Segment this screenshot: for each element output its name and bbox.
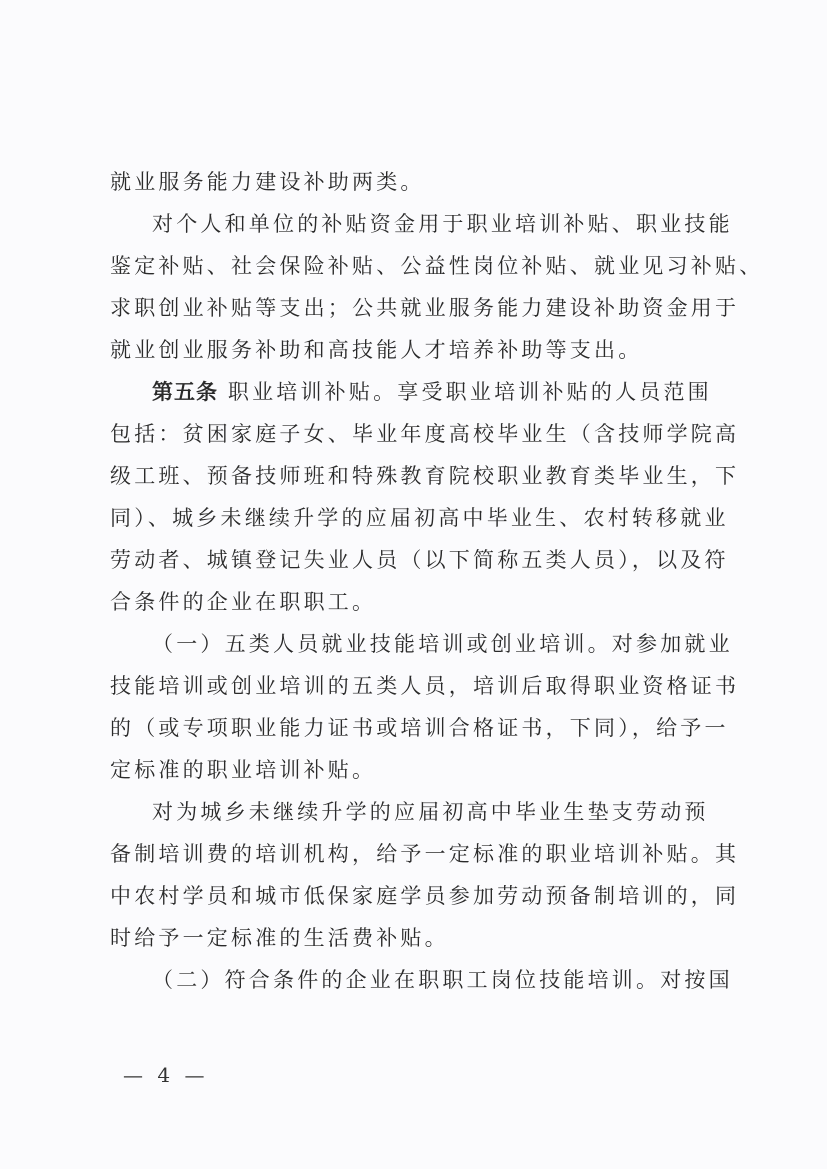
text-span: 职业培训补贴。享受职业培训补贴的人员范围 [218,380,712,404]
text-line: 定标准的职业培训补贴。 [110,758,377,782]
text-line: 级工班、预备技师班和特殊教育院校职业教育类毕业生，下 [110,464,740,488]
text-line: 包括：贫困家庭子女、毕业年度高校毕业生（含技师学院高 [110,422,740,446]
text-line: （二）符合条件的企业在职职工岗位技能培训。对按国 [152,968,733,992]
document-body [110,163,764,1000]
text-line: 就业服务能力建设补助两类。 [110,170,425,194]
text-line: 技能培训或创业培训的五类人员，培训后取得职业资格证书 [110,674,740,698]
article-heading-line [110,373,710,412]
article-number: 第五条 [152,380,218,404]
text-line: 对个人和单位的补贴资金用于职业培训补贴、职业技能 [152,212,733,236]
text-line: 就业创业服务补助和高技能人才培养补助等支出。 [110,338,643,362]
text-line: 劳动者、城镇登记失业人员（以下简称五类人员），以及符 [110,548,729,572]
text-line: 备制培训费的培训机构，给予一定标准的职业培训补贴。其 [110,842,740,866]
text-line: 合条件的企业在职职工。 [110,590,377,614]
text-line: 中农村学员和城市低保家庭学员参加劳动预备制培训的，同 [110,884,740,908]
text-line: 求职创业补贴等支出；公共就业服务能力建设补助资金用于 [110,296,740,320]
text-line: 时给予一定标准的生活费补贴。 [110,926,449,950]
text-line: 的（或专项职业能力证书或培训合格证书，下同），给予一 [110,716,729,740]
page-number: — 4 — [123,1063,209,1087]
text-line: 鉴定补贴、社会保险补贴、公益性岗位补贴、就业见习补贴、 [110,254,764,278]
text-line: 对为城乡未继续升学的应届初高中毕业生垫支劳动预 [152,800,709,824]
text-line: （一）五类人员就业技能培训或创业培训。对参加就业 [152,632,733,656]
text-line: 同）、城乡未继续升学的应届初高中毕业生、农村转移就业 [110,506,729,530]
